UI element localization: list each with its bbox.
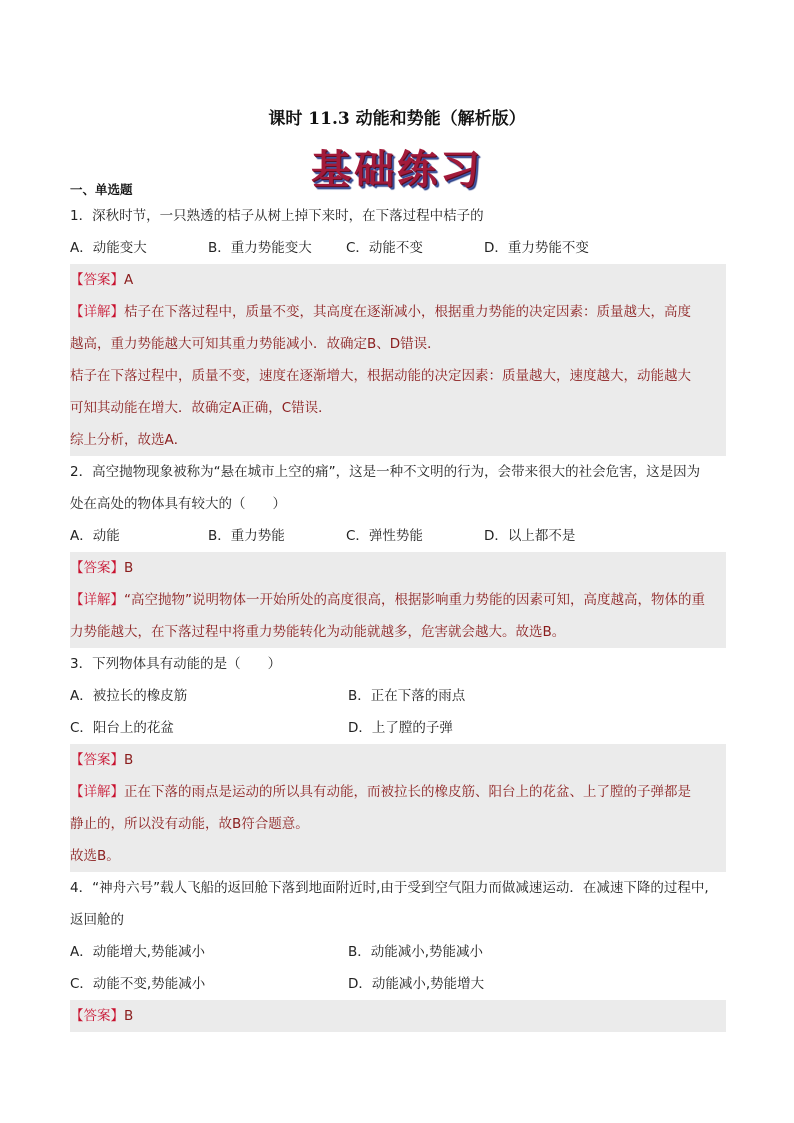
detail-text: 正在下落的雨点是运动的所以具有动能，而被拉长的橡皮筋、阳台上的花盆、上了膛的子弹都是 [124,784,691,800]
answer-line [70,552,726,584]
option-b: B．重力势能 [208,528,285,544]
question-1-stem: 1．深秋时节，一只熟透的桔子从树上掉下来时，在下落过程中桔子的 [70,208,484,224]
question-2-stem-cont: 处在高处的物体具有较大的（ ） [70,496,286,512]
option-c: C．阳台上的花盆 [70,720,174,736]
answer-label: 【答案】 [70,560,124,576]
question-3-options-row-1 [70,680,726,712]
answer-value: A [124,272,134,288]
question-1-solution [70,264,726,456]
answer-value: B [124,752,134,768]
option-c: C．弹性势能 [346,528,423,544]
detail-line: 静止的，所以没有动能，故B符合题意。 [70,816,309,832]
option-a: A．动能增大,势能减小 [70,944,206,960]
answer-label: 【答案】 [70,272,124,288]
detail-line: 可知其动能在增大．故确定A正确，C错误． [70,400,332,416]
question-4-stem-cont: 返回舱的 [70,912,124,928]
option-d: D．以上都不是 [484,528,576,544]
answer-value: B [124,560,134,576]
question-3-stem: 3．下列物体具有动能的是（ ） [70,656,282,672]
detail-line [70,776,726,808]
page-title: 课时 11.3 动能和势能（解析版） [268,109,526,129]
detail-line: 桔子在下落过程中，质量不变，速度在逐渐增大，根据动能的决定因素：质量越大，速度越大，动能越大 [70,368,691,384]
question-4-stem: 4．“神舟六号”载人飞船的返回舱下落到地面附近时,由于受到空气阻力而做减速运动．在减速下降的过程中, [70,880,709,896]
question-3-options-row-2 [70,712,726,744]
question-2-stem: 2．高空抛物现象被称为“悬在城市上空的痛”，这是一种不文明的行为，会带来很大的社会危害，这是因为 [70,464,701,480]
question-1-options [70,232,726,264]
option-c: C．动能不变 [346,240,423,256]
option-b: B．动能减小,势能减小 [348,944,484,960]
option-d: D．动能减小,势能增大 [348,976,485,992]
detail-line: 越高，重力势能越大可知其重力势能减小．故确定B、D错误． [70,336,441,352]
answer-label: 【答案】 [70,1008,124,1024]
detail-text: “高空抛物”说明物体一开始所处的高度很高，根据影响重力势能的因素可知，高度越高，物体的重 [124,592,705,608]
question-3-solution [70,744,726,872]
detail-line: 综上分析，故选A． [70,432,188,448]
option-a: A．动能变大 [70,240,147,256]
detail-line: 力势能越大，在下落过程中将重力势能转化为动能就越多，危害就会越大。故选B。 [70,624,566,640]
answer-line [70,744,726,776]
option-a: A．动能 [70,528,120,544]
answer-label: 【答案】 [70,752,124,768]
question-2-options [70,520,726,552]
answer-value: B [124,1008,134,1024]
question-2-solution [70,552,726,648]
detail-label: 【详解】 [70,784,124,800]
section-heading: 一、单选题 [70,182,133,197]
option-b: B．重力势能变大 [208,240,312,256]
question-4-solution [70,1000,726,1032]
question-4-options-row-1 [70,936,726,968]
banner-heading: 基础练习 [311,147,483,193]
answer-line [70,264,726,296]
option-b: B．正在下落的雨点 [348,688,466,704]
detail-label: 【详解】 [70,592,124,608]
detail-text: 桔子在下落过程中，质量不变，其高度在逐渐减小，根据重力势能的决定因素：质量越大，高度 [124,304,691,320]
detail-line: 故选B。 [70,848,120,864]
answer-line [70,1000,726,1032]
option-d: D．上了膛的子弹 [348,720,453,736]
document-body [70,180,726,1032]
detail-line [70,296,726,328]
option-d: D．重力势能不变 [484,240,589,256]
question-4-options-row-2 [70,968,726,1000]
option-c: C．动能不变,势能减小 [70,976,206,992]
detail-label: 【详解】 [70,304,124,320]
detail-line [70,584,726,616]
option-a: A．被拉长的橡皮筋 [70,688,188,704]
